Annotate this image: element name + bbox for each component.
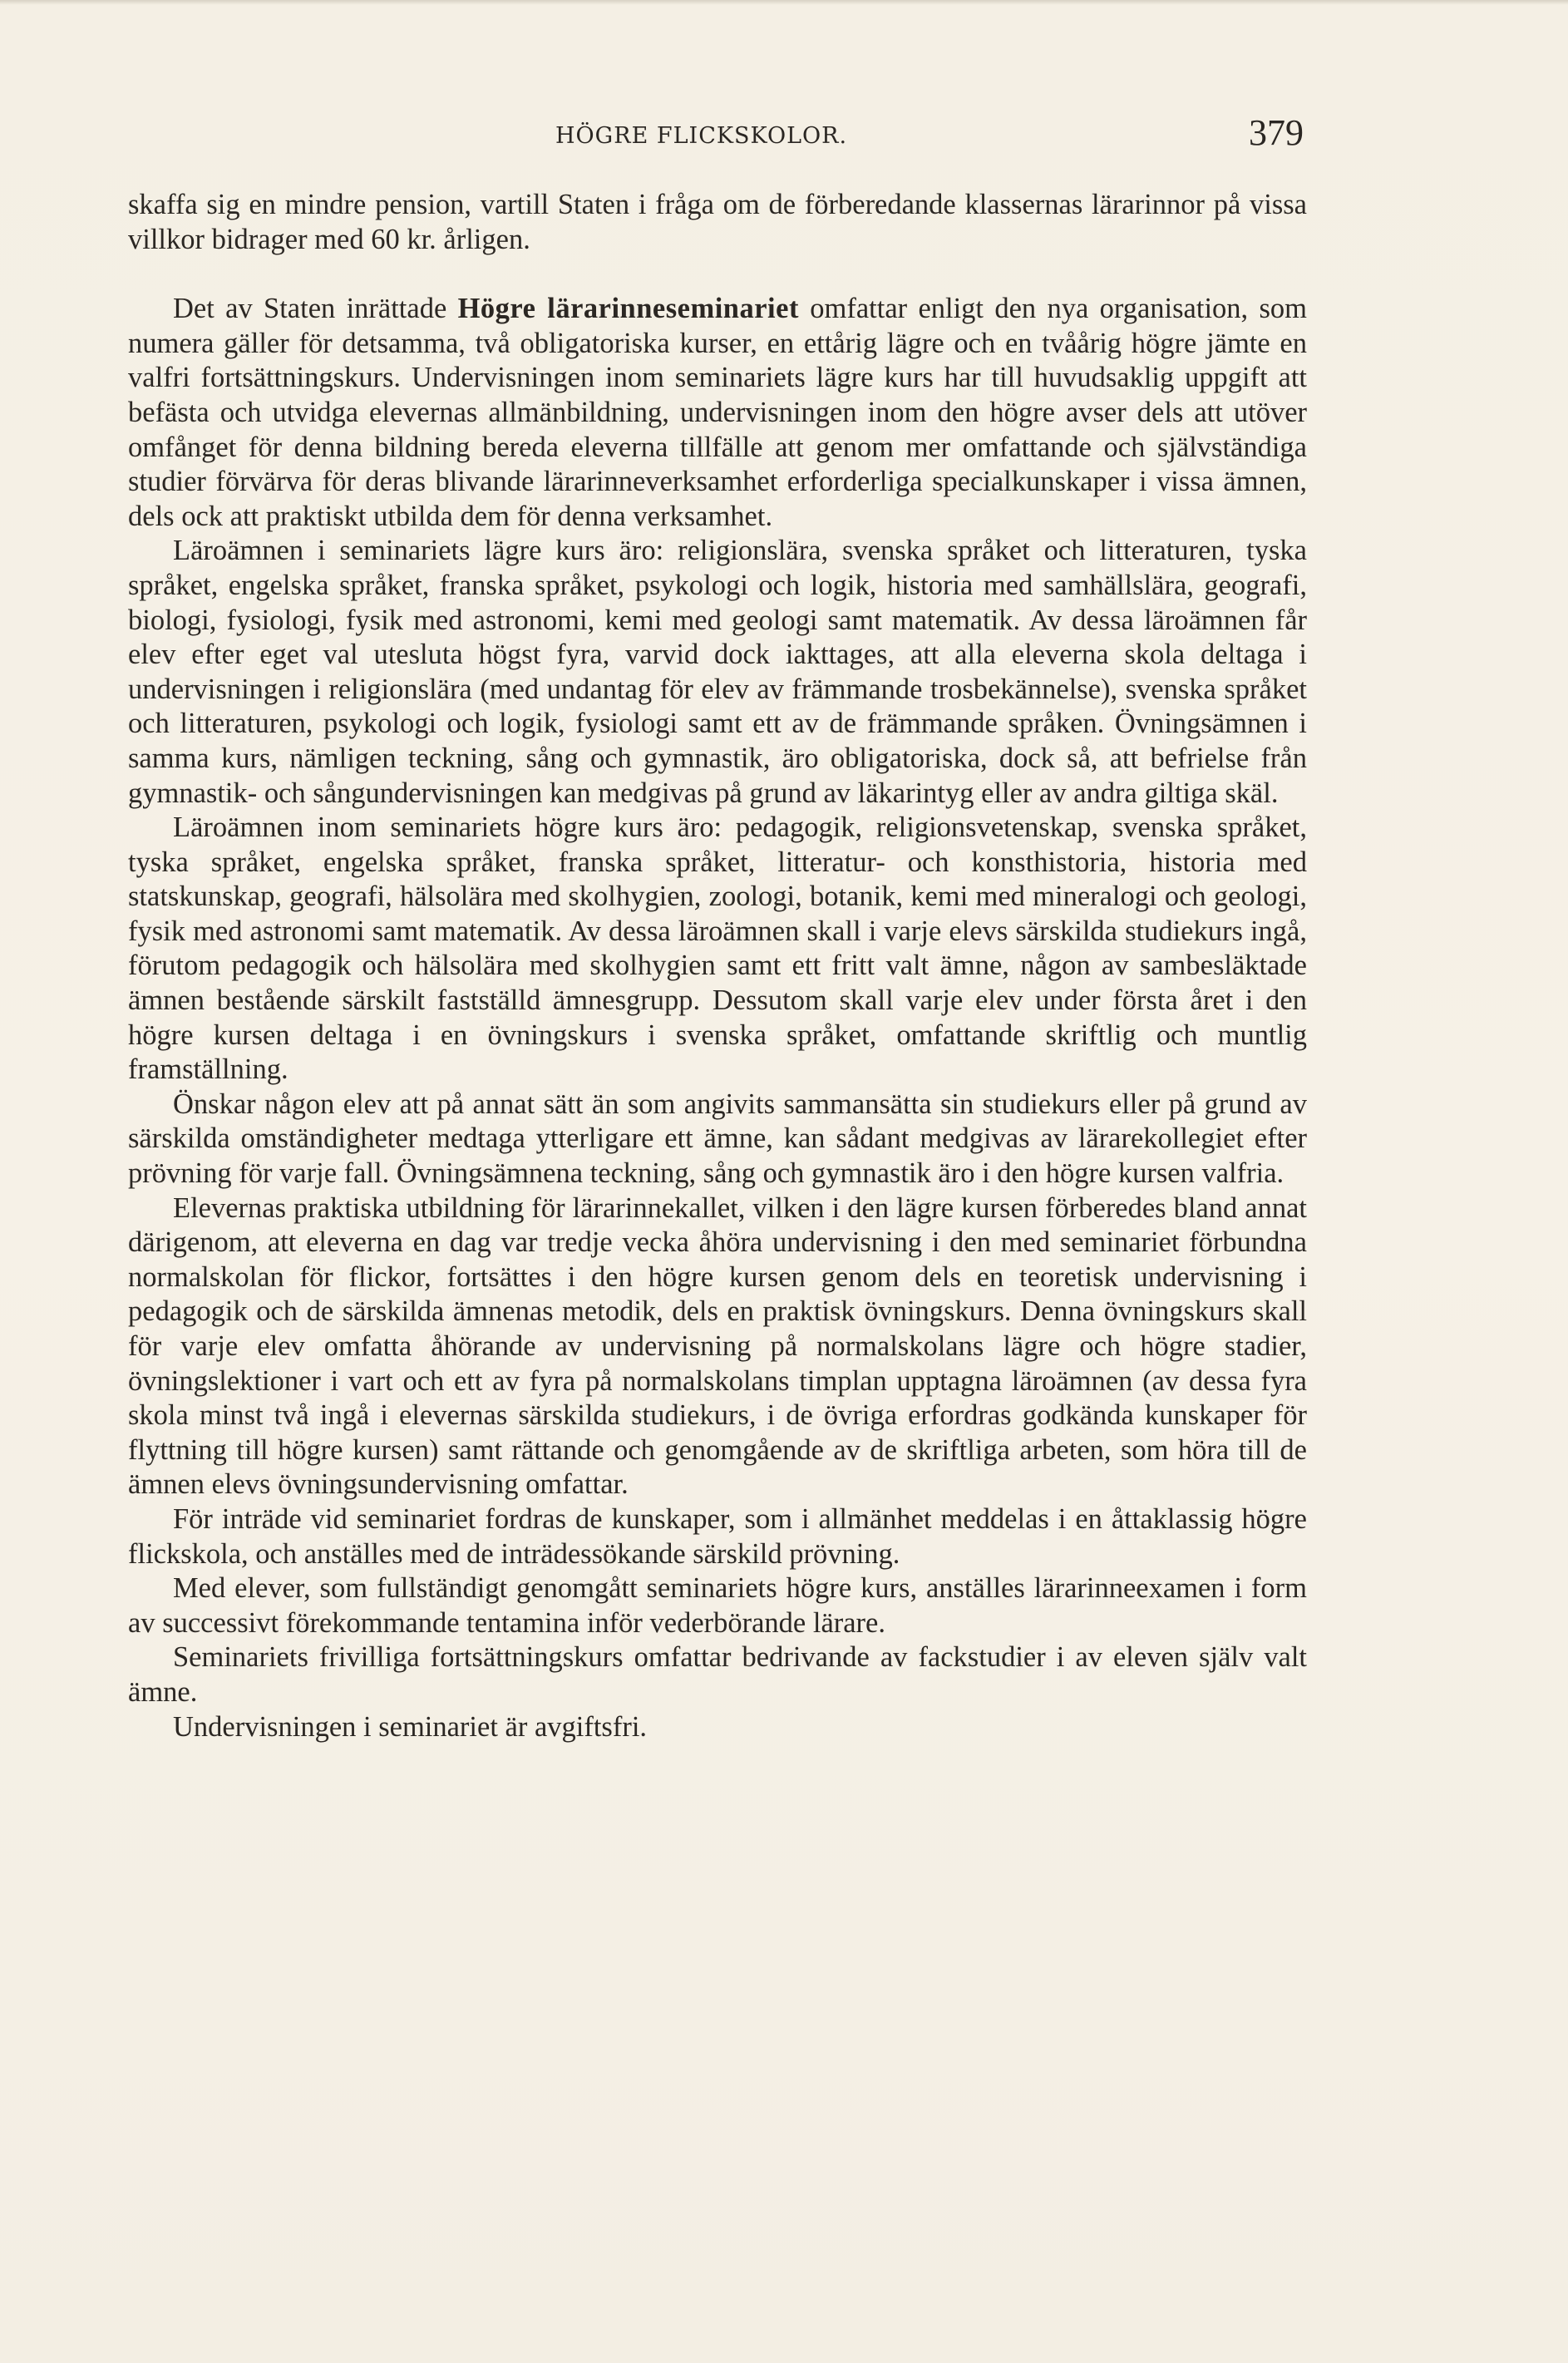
paragraph-admission: För inträde vid seminariet fordras de kunskaper, som i allmänhet meddelas i en åttaklassig högre flickskola, och anställes med de inträdessökande särskild prövning. <box>128 1502 1307 1570</box>
page-number: 379 <box>1249 112 1304 153</box>
seminary-name-term: Högre lärarinneseminariet <box>457 293 799 325</box>
paragraph-custom-study-plan: Önskar någon elev att på annat sätt än som angivits sammansätta sin studiekurs eller på grund av särskilda omständigheter medtaga ytterligare ett ämne, kan sådant medgivas av lärarekollegiet efter prövning för varje fall. Övningsämnena teckning, sång och gymnastik äro i den högre kursen valfria. <box>128 1088 1307 1190</box>
paragraph-continuation-course: Seminariets frivilliga fortsättningskurs omfattar bedrivande av fackstudier i av eleven själv valt ämne. <box>128 1641 1307 1708</box>
paragraph-lower-course-subjects: Läroämnen i seminariets lägre kurs äro: religionslära, svenska språket och litteraturen, tyska språket, engelska språket, franska språket, psykologi och logik, historia med samhällslära, geografi, biologi, fysiologi, fysik med astronomi, kemi med geologi samt matematik. Av dessa läroämnen får elev efter eget val utesluta högst fyra, varvid dock iakttages, att alla eleverna skola deltaga i undervisningen i religionslära (med undantag för elev av främmande trosbekännelse), svenska språket och litteraturen, psykologi och logik, fysiologi samt ett av de främmande språken. Övningsämnen i samma kurs, nämligen teckning, sång och gymnastik, äro obligatoriska, dock så, att befrielse från gymnastik- och sångundervisningen kan medgivas på grund av läkarintyg eller av andra giltiga skäl. <box>128 535 1307 809</box>
body-text <box>128 188 1307 1744</box>
paragraph-seminary-intro-lead: Det av Staten inrättade <box>173 293 458 325</box>
paragraph-practical-training: Elevernas praktiska utbildning för lärarinnekallet, vilken i den lägre kursen förberedes bland annat därigenom, att eleverna en dag var tredje vecka åhöra undervisning i den med seminariet förbundna normalskolan för flickor, fortsättes i den högre kursen genom dels en teoretisk undervisning i pedagogik och de särskilda ämnenas metodik, dels en praktisk övningskurs. Denna övningskurs skall för varje elev omfatta åhörande av undervisning på normalskolans lägre och högre stadier, övningslektioner i vart och ett av fyra på normalskolans timplan upptagna läroämnen (av dessa fyra skola minst två ingå i elevernas särskilda studiekurs, i de övriga erfordras godkända kunskaper för flyttning till högre kursen) samt rättande och genomgående av de skriftliga arbeten, som höra till de ämnen elevs övningsundervisning omfattar. <box>128 1191 1307 1501</box>
page-header <box>123 108 1304 166</box>
paragraph-continued: skaffa sig en mindre pension, vartill Staten i fråga om de förberedande klassernas lärarinnor på vissa villkor bidrager med 60 kr. årligen. <box>128 189 1307 255</box>
running-title: HÖGRE FLICKSKOLOR. <box>555 123 848 149</box>
paragraph-examination: Med elever, som fullständigt genomgått seminariets högre kurs, anställes lärarinneexamen i form av successivt förekommande tentamina inför vederbörande lärare. <box>128 1572 1307 1639</box>
paragraph-higher-course-subjects: Läroämnen inom seminariets högre kurs äro: pedagogik, religionsvetenskap, svenska språket, tyska språket, engelska språket, franska språket, litteratur- och konsthistoria, historia med statskunskap, geografi, hälsolära med skolhygien, zoologi, botanik, kemi med mineralogi och geologi, fysik med astronomi samt matematik. Av dessa läroämnen skall i varje elevs särskilda studiekurs ingå, förutom pedagogik och hälsolära med skolhygien samt ett fritt valt ämne, någon av sambesläktade ämnen bestående särskilt fastställd ämnesgrupp. Dessutom skall varje elev under första året i den högre kursen deltaga i en övningskurs i svenska språket, omfattande skriftlig och muntlig framställning. <box>128 812 1307 1086</box>
paragraph-seminary-intro <box>128 292 1307 534</box>
paragraph-tuition: Undervisningen i seminariet är avgiftsfri. <box>173 1710 648 1743</box>
paragraph-seminary-intro-rest: omfattar enligt den nya organisation, som numera gäller för detsamma, två obligatoriska kurser, en ettårig lägre och en tvåårig högre jämte en valfri fortsättningskurs. Undervisningen inom seminariets lägre kurs har till huvudsaklig uppgift att befästa och utvidga elevernas allmänbildning, undervisningen inom den högre avser dels att utöver omfånget för denna bildning bereda eleverna tillfälle att genom mer omfattande och självständiga studier förvärva för deras blivande lärarinneverksamhet erforderliga specialkunskaper i vissa ämnen, dels ock att praktiskt utbilda dem för denna verksamhet. <box>128 293 1307 532</box>
page-top-edge <box>0 0 1568 5</box>
